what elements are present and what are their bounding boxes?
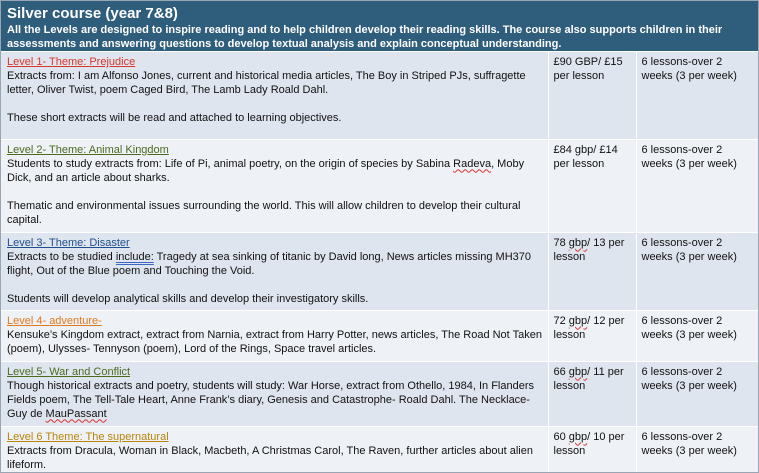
level-6-description-cell <box>1 426 548 473</box>
level-2-duration: 6 lessons-over 2 weeks (3 per week) <box>636 139 758 232</box>
level-1-duration: 6 lessons-over 2 weeks (3 per week) <box>636 52 758 139</box>
level-3-notes: Students will develop analytical skills and develop their investigatory skills. <box>7 292 369 305</box>
level-1-title: Level 1- Theme: Prejudice <box>7 56 136 68</box>
level-5-price: 66 gbp/ 11 per lesson <box>548 361 636 426</box>
level-3-extracts: Extracts to be studied include: Tragedy at sea sinking of titanic by David long, News articles missing MH370 flight, Out of the Blue poem and Touching the Void. <box>7 250 531 277</box>
course-description: All the Levels are designed to inspire reading and to help children develop their reading skills. The course also supports children in their assessments and answering questions to develop textual analysis and explain conceptual understanding. <box>7 24 723 50</box>
level-1-notes: These short extracts will be read and attached to learning objectives. <box>7 112 342 124</box>
level-1-extracts: Extracts from: I am Alfonso Jones, current and historical media articles, The Boy in Striped PJs, suffragette letter, Oliver Twist, poem Caged Bird, The Lamb Lady Roald Dahl. <box>7 70 526 96</box>
level-6-title: Level 6 Theme: The supernatural <box>7 430 169 443</box>
level-3-price: 78 gbp/ 13 per lesson <box>548 232 636 310</box>
level-5-description-cell <box>1 361 548 426</box>
level-1-price: £90 GBP/ £15 per lesson <box>548 52 636 139</box>
level-4-price: 72 gbp/ 12 per lesson <box>548 310 636 361</box>
level-3-title: Level 3- Theme: Disaster <box>7 236 130 249</box>
level-5-extracts: Though historical extracts and poetry, students will study: War Horse, extract from Othello, 1984, In Flanders Fields poem, The Tell-Tale Heart, Anne Frank’s diary, Genesis and Catastrophe- Roald Dahl. The Necklace- Guy de MauPassant <box>7 379 535 420</box>
level-3-description-cell <box>1 232 548 310</box>
level-5-title: Level 5- War and Conflict <box>7 365 131 378</box>
level-6-duration: 6 lessons-over 2 weeks (3 per week) <box>636 426 758 473</box>
level-4-description-cell <box>1 310 548 361</box>
level-4-extracts: Kensuke’s Kingdom extract, extract from Narnia, extract from Harry Potter, news articles, The Road Not Taken (poem), Ulysses- Tennyson (poem), Lord of the Rings, Space travel articles. <box>7 328 542 355</box>
table-row-level-2 <box>1 139 758 232</box>
level-6-price: 60 gbp/ 10 per lesson <box>548 426 636 473</box>
level-2-description-cell <box>1 139 548 232</box>
level-1-description-cell <box>1 52 548 139</box>
level-2-notes: Thematic and environmental issues surrounding the world. This will allow children to develop their cultural capital. <box>7 199 521 226</box>
level-4-duration: 6 lessons-over 2 weeks (3 per week) <box>636 310 758 361</box>
table-row-level-3 <box>1 232 758 310</box>
table-row-level-1 <box>1 52 758 139</box>
level-2-extracts: Students to study extracts from: Life of Pi, animal poetry, on the origin of species by Sabina Radeva, Moby Dick, and an article about sharks. <box>7 157 525 184</box>
level-4-title: Level 4- adventure- <box>7 314 102 327</box>
level-2-title: Level 2- Theme: Animal Kingdom <box>7 143 169 156</box>
table-header <box>1 1 758 52</box>
table-row-level-4 <box>1 310 758 361</box>
course-title: Silver course (year 7&8) <box>7 5 178 22</box>
table-row-level-6 <box>1 426 758 473</box>
level-5-duration: 6 lessons-over 2 weeks (3 per week) <box>636 361 758 426</box>
table-row-level-5 <box>1 361 758 426</box>
level-2-price: £84 gbp/ £14 per lesson <box>548 139 636 232</box>
level-3-duration: 6 lessons-over 2 weeks (3 per week) <box>636 232 758 310</box>
level-6-extracts: Extracts from Dracula, Woman in Black, Macbeth, A Christmas Carol, The Raven, further articles about alien lifeform. <box>7 444 533 471</box>
levels-table <box>1 52 759 473</box>
